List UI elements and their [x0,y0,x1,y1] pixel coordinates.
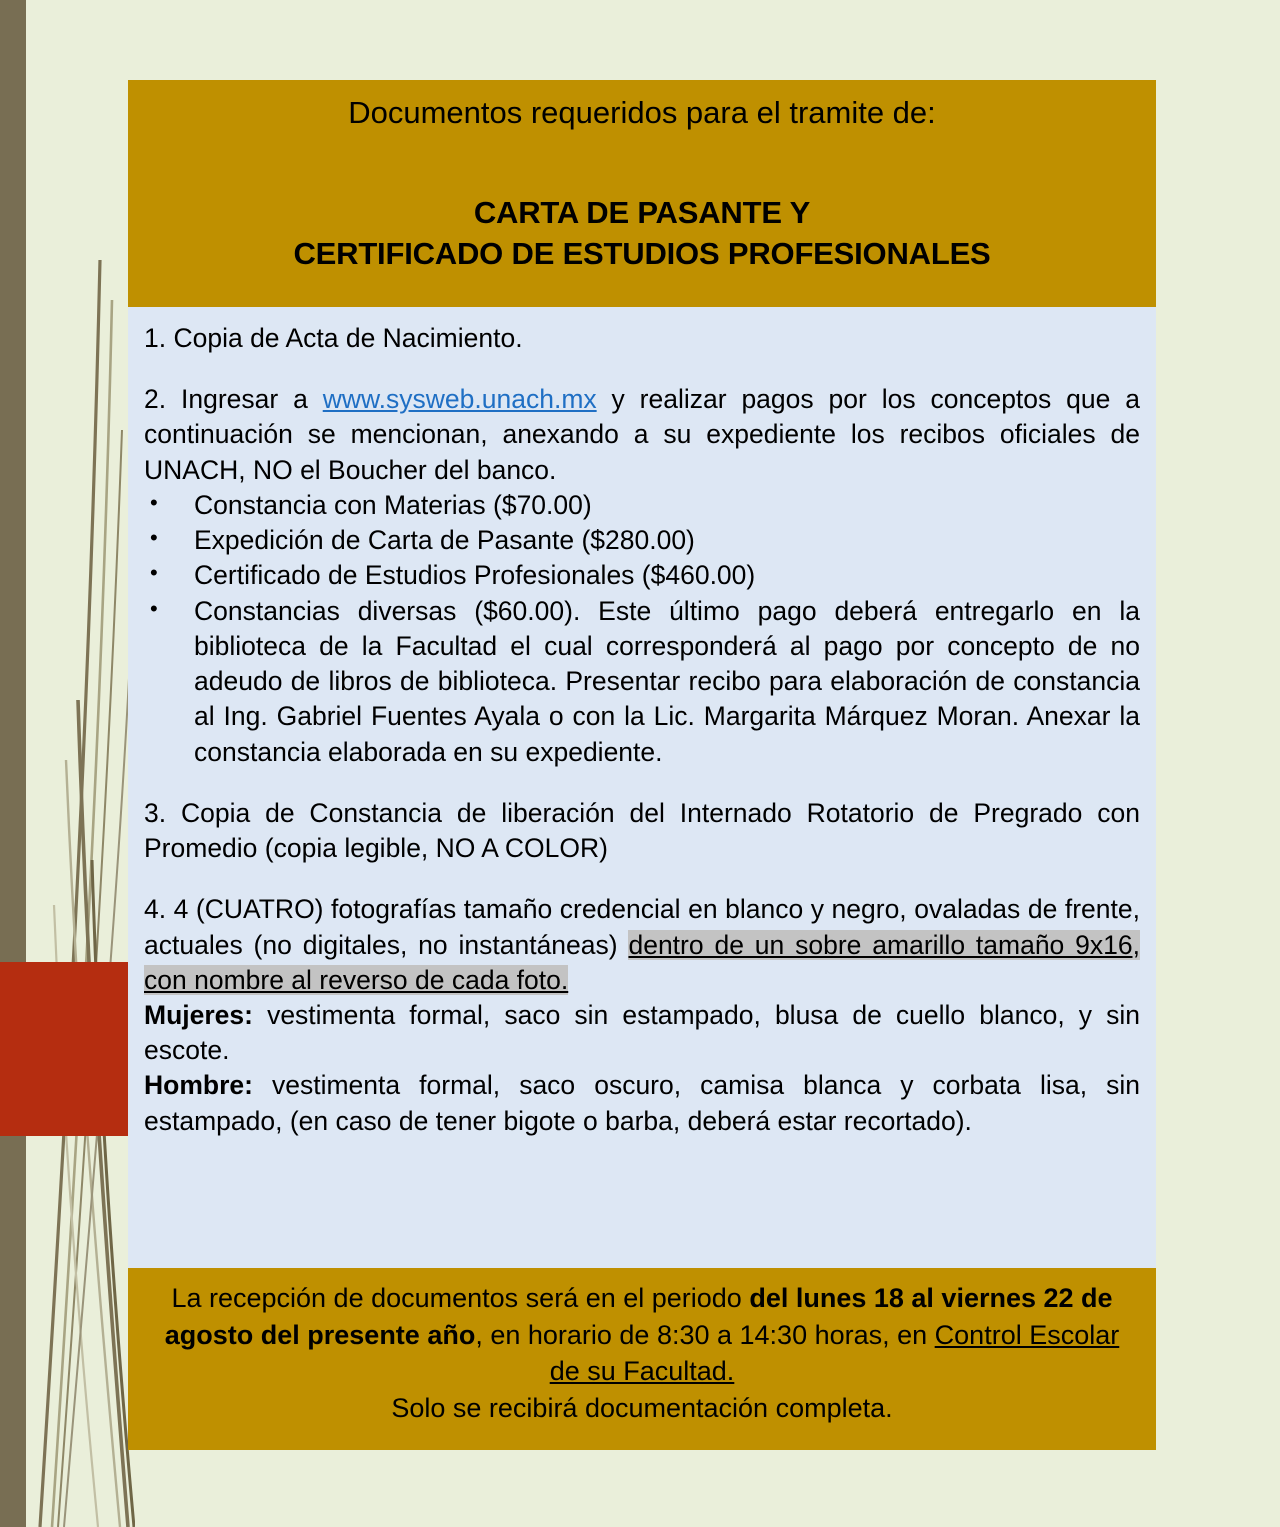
item-2-intro-text: 2. Ingresar a [144,384,323,415]
card-header [128,80,1156,307]
item-4-highlighted-text: dentro de un sobre amarillo tamaño 9x16, con nombre al reverso de cada foto. [144,929,1140,995]
hombre-label: Hombre: [144,1070,253,1101]
requirement-item-1: 1. Copia de Acta de Nacimiento. [144,323,523,353]
body-spacer-2 [144,770,1140,796]
card-body [128,307,1156,1268]
dress-code-women [144,998,1140,1068]
reception-text-part-1: La recepción de documentos será en el periodo [171,1283,750,1313]
list-item: • Expedición de Carta de Pasante ($280.00) [144,523,1140,558]
payment-concepts-list [144,488,1140,770]
sysweb-unach-link[interactable]: www.sysweb.unach.mx [322,384,597,415]
requirement-item-3: 3. Copia de Constancia de liberación del Internado Rotatorio de Pregrado con Promedio (copia legible, NO A COLOR) [144,797,1140,864]
decorative-left-band [0,0,135,1527]
body-spacer-1 [144,356,1140,382]
complete-documentation-notice: Solo se recibirá documentación completa. [391,1393,893,1424]
hombre-description: vestimenta formal, saco oscuro, camisa blanca y corbata lisa, sin estampado, (en caso de tener bigote o barba, deberá estar recortado). [144,1070,1140,1136]
header-intro-text: Documentos requeridos para el tramite de: [348,95,936,130]
list-item: • Constancias diversas ($60.00). Este último pago deberá entregarlo en la biblioteca de la Facultad el cual corresponderá al pago por concepto de no adeudo de libros de biblioteca. Presentar recibo para elaboración de constancia al Ing. Gabriel Fuentes Ayala o con la Lic. Margarita Márquez Moran. Anexar la constancia elaborada en su expediente. [144,594,1140,770]
reception-location: Control Escolar de su Facultad. [549,1319,1120,1387]
item-2-rest-text: y realizar pagos por los conceptos que a continuación se mencionan, anexando a su expediente los recibos oficiales de UNACH, NO el Boucher del banco. [144,384,1140,485]
reception-text-part-3: , en horario de 8:30 a 14:30 horas, en [475,1319,935,1350]
announcement-card [128,80,1156,1450]
red-accent-block [0,962,128,1136]
requirement-item-4 [144,892,1140,998]
dress-code-men [144,1068,1140,1138]
header-title-line-1: CARTA DE PASANTE Y [473,194,811,230]
mujeres-description: vestimenta formal, saco sin estampado, blusa de cuello blanco, y sin escote. [144,999,1140,1066]
body-spacer-3 [144,866,1140,892]
card-footer [128,1268,1156,1450]
list-item: • Certificado de Estudios Profesionales ($460.00) [144,558,1140,593]
reception-notice [154,1280,1130,1390]
reception-date-range: del lunes 18 al viernes 22 de agosto del presente año [164,1283,1113,1350]
grass-blades-decoration [0,0,135,1527]
item-4-plain-text: 4. 4 (CUATRO) fotografías tamaño credencial en blanco y negro, ovaladas de frente, actuales (no digitales, no instantáneas) [144,894,1140,960]
list-item: • Constancia con Materias ($70.00) [144,488,1140,523]
requirement-item-2 [144,382,1140,488]
mujeres-label: Mujeres: [144,999,253,1030]
header-title-line-2: CERTIFICADO DE ESTUDIOS PROFESIONALES [293,235,991,271]
